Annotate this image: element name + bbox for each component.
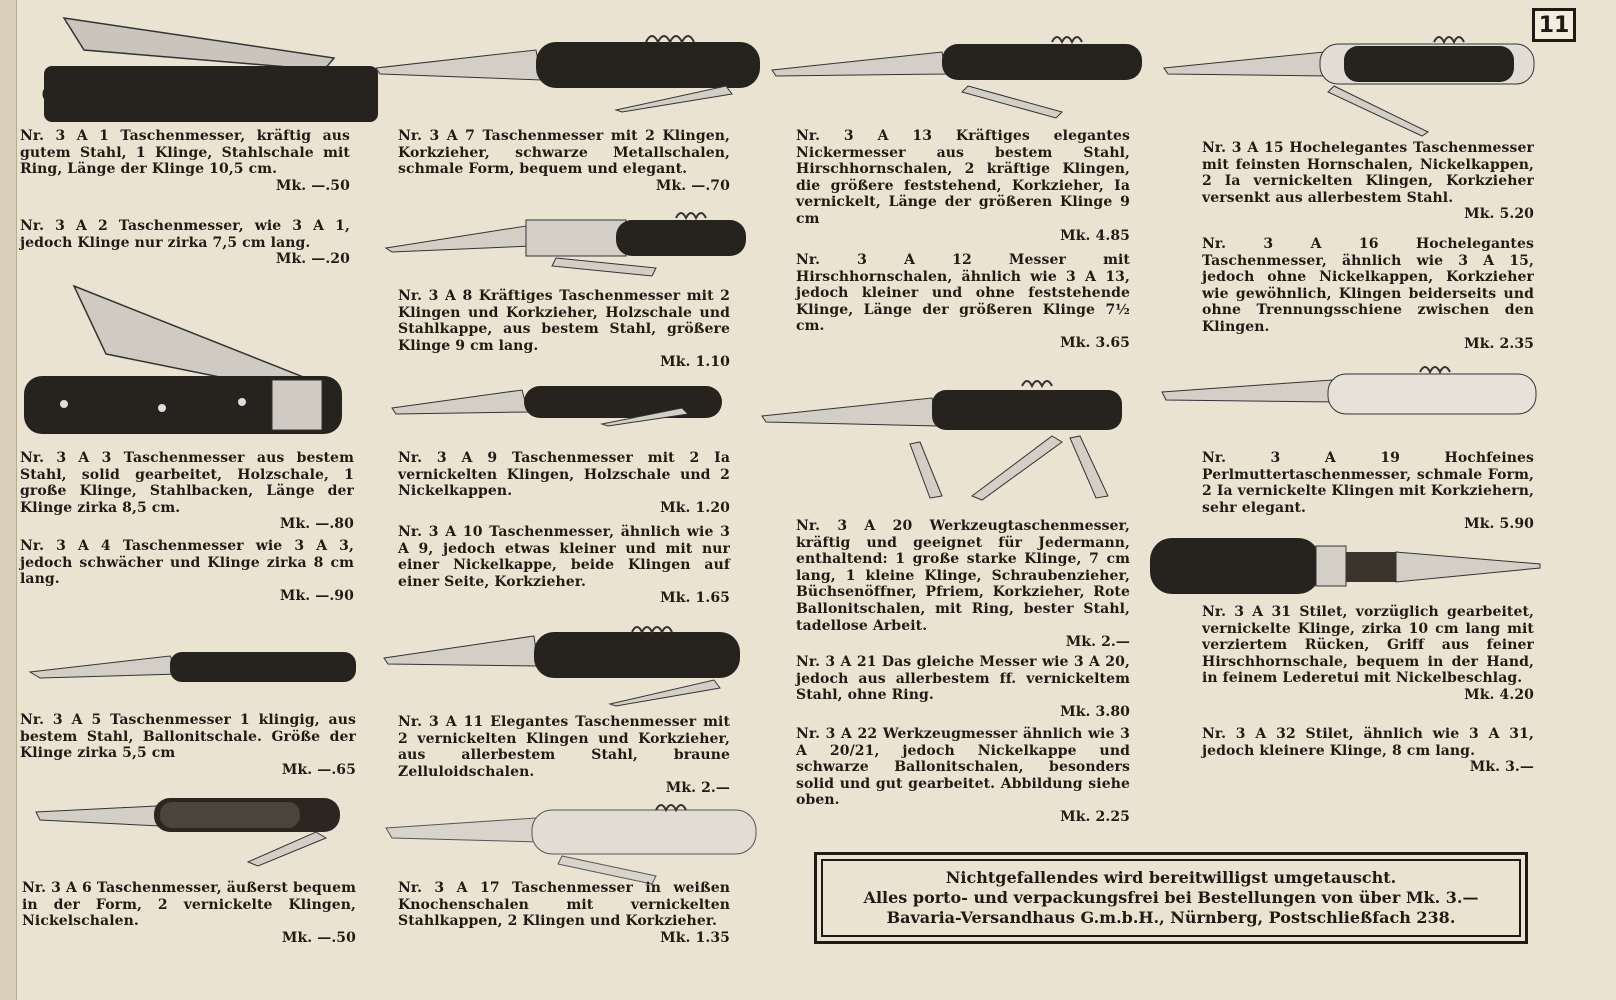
item-description: wie 3 A 3, jedoch schwächer und Klinge zirka 8 cm lang. [20, 538, 354, 588]
item-price: Mk. 3.80 [1060, 703, 1130, 720]
exchange-notice-box [814, 852, 1528, 944]
item-price: Mk. —.65 [281, 761, 356, 778]
catalog-item-3a6 [22, 880, 356, 946]
item-price: Mk. 1.20 [660, 499, 730, 516]
catalog-item-3a4 [20, 538, 354, 604]
item-title: Taschenmesser [123, 450, 245, 466]
item-description: ähnlich wie 3 A 15, jedoch ohne Nickelkappen, Korkzieher wie gewöhnlich, Klingen beiderseits und ohne Trennungsschiene zwischen den Klingen. [1202, 252, 1534, 335]
item-price: Mk. 1.10 [660, 354, 730, 371]
item-title: Kräftiges Taschenmesser [478, 288, 681, 304]
knife-illustration-3a19 [1162, 356, 1536, 424]
item-number: Nr. 3 A 21 [796, 654, 877, 670]
item-description: schmale Form, 2 Ia vernickelte Klingen mit Korkziehern, sehr elegant. [1202, 466, 1534, 516]
notice-line-shipping: Alles porto- und verpackungsfrei bei Bestellungen von über Mk. 3.— [863, 888, 1479, 907]
item-description: 1 klingig, aus bestem Stahl, Ballonitschale. Größe der Klinge zirka 5,5 cm [20, 712, 356, 762]
item-title: Messer [1008, 252, 1066, 268]
item-price: Mk. 3.65 [1060, 334, 1130, 351]
item-title: Taschenmesser [512, 880, 633, 896]
item-price: Mk. 4.85 [1060, 227, 1130, 244]
item-description: äußerst bequem in der Form, 2 vernickelte Klingen, Nickelschalen. [22, 880, 356, 930]
item-number: Nr. 3 A 20 [796, 518, 913, 534]
item-number: Nr. 3 A 31 [1202, 604, 1292, 620]
item-description: aus bestem Stahl, Hirschhornschalen, 2 kräftige Klingen, die größere feststehend, Korkzieher, Ia vernickelt, Länge der größeren Klinge 9 cm [796, 144, 1130, 227]
item-price: Mk. —.70 [655, 177, 730, 194]
item-description: vorzüglich gearbeitet, vernickelte Klinge, zirka 10 cm lang mit verziertem Rücken, Griff aus feiner Hirschhornschale, bequem in der Hand, in feinem Lederetui mit Nickelbeschlag. [1202, 604, 1534, 687]
item-number: Nr. 3 A 15 [1202, 140, 1284, 156]
item-title: Das gleiche Messer [881, 654, 1037, 670]
item-price: Mk. —.50 [281, 929, 356, 946]
knife-illustration-3a31 [1150, 528, 1540, 602]
catalog-item-3a20 [796, 518, 1130, 651]
item-price: Mk. 5.20 [1464, 206, 1534, 223]
notice-line-exchange: Nichtgefallendes wird bereitwilligst umgetauscht. [945, 868, 1397, 887]
item-title: Taschenmesser, [489, 524, 615, 540]
item-number: Nr. 3 A 1 [20, 128, 109, 144]
catalog-item-3a2 [20, 218, 350, 268]
knife-illustration-3a8 [386, 196, 746, 278]
item-description: mit 2 Klingen, Korkzieher, schwarze Metallschalen, schmale Form, bequem und elegant. [398, 128, 730, 178]
knife-illustration-3a20 [762, 346, 1142, 502]
item-price: Mk. 2.35 [1464, 335, 1534, 352]
knife-illustration-3a17 [386, 800, 756, 884]
knife-illustration-3a3 [22, 284, 342, 436]
item-number: Nr. 3 A 7 [398, 128, 476, 144]
item-number: Nr. 3 A 5 [20, 712, 102, 728]
item-number: Nr. 3 A 22 [796, 726, 878, 742]
catalog-item-3a21 [796, 654, 1130, 720]
item-price: Mk. 5.90 [1464, 516, 1534, 533]
item-title: Werkzeugtaschenmesser, [929, 518, 1130, 534]
item-number: Nr. 3 A 9 [398, 450, 498, 466]
item-description: ähnlich wie 3 A 9, jedoch etwas kleiner und mit nur einer Nickelkappe, beide Klingen auf einer Seite, Korkzieher. [398, 524, 730, 590]
item-title: Stilet, [1299, 604, 1348, 620]
item-number: Nr. 3 A 12 [796, 252, 972, 268]
item-description: kräftig und geeignet für Jedermann, enthaltend: 1 große starke Klinge, 7 cm lang, 1 kleine Klinge, Schraubenzieher, Büchsenöffner, Pfriem, Korkzieher, Rote Ballonitschalen, mit Ring, bester Stahl, tadellose Arbeit. [796, 534, 1130, 634]
item-title: Elegantes Taschenmesser [490, 714, 697, 730]
item-title: Taschenmesser, [96, 880, 222, 896]
item-price: Mk. —.90 [279, 587, 354, 604]
catalog-item-3a7 [398, 128, 730, 194]
catalog-item-3a12 [796, 252, 1130, 352]
item-number: Nr. 3 A 2 [20, 218, 108, 234]
item-description: wie 3 A 20, jedoch aus allerbestem ff. vernickeltem Stahl, ohne Ring. [796, 654, 1130, 704]
item-title: Taschenmesser [122, 538, 244, 554]
notice-line-company: Bavaria-Versandhaus G.m.b.H., Nürnberg, Postschließfach 238. [886, 908, 1456, 927]
item-number: Nr. 3 A 11 [398, 714, 484, 730]
catalog-item-3a5 [20, 712, 356, 778]
item-description: ähnlich wie 3 A 31, jedoch kleinere Klinge, 8 cm lang. [1202, 726, 1534, 759]
item-price: Mk. 2.— [665, 780, 730, 797]
catalog-item-3a1 [20, 128, 350, 194]
catalog-item-3a9 [398, 450, 730, 516]
catalog-item-3a15 [1202, 140, 1534, 223]
item-number: Nr. 3 A 19 [1202, 450, 1401, 466]
catalog-item-3a16 [1202, 236, 1534, 352]
knife-illustration-3a1 [24, 10, 354, 116]
item-description: mit 2 Klingen und Korkzieher, Holzschale und Stahlkappe, aus bestem Stahl, größere Klinge 9 cm lang. [398, 288, 731, 354]
item-number: Nr. 3 A 6 [22, 880, 92, 896]
item-title: Stilet, [1305, 726, 1354, 742]
catalog-item-3a3 [20, 450, 354, 533]
knife-illustration-3a6 [36, 796, 346, 866]
item-description: mit 2 Ia vernickelten Klingen, Holzschale und 2 Nickelkappen. [398, 450, 730, 500]
catalog-item-3a10 [398, 524, 730, 607]
catalog-item-3a22 [796, 726, 1130, 826]
knife-illustration-3a11 [384, 610, 740, 706]
item-description: kräftig aus gutem Stahl, 1 Klinge, Stahlschale mit Ring, Länge der Klinge 10,5 cm. [20, 128, 351, 178]
item-price: Mk. —.20 [275, 251, 350, 268]
knife-illustration-3a15 [1164, 16, 1534, 136]
item-title: Taschenmesser [110, 712, 232, 728]
catalog-item-3a11 [398, 714, 730, 797]
item-title: Kräftiges elegantes Nickermesser [796, 128, 1130, 161]
catalog-item-3a8 [398, 288, 730, 371]
knife-illustration-3a13 [772, 28, 1142, 118]
catalog-item-3a19 [1202, 450, 1534, 533]
item-description: mit feinsten Hornschalen, Nickelkappen, 2 Ia vernickelten Klingen, Korkzieher versenkt aus allerbestem Stahl. [1202, 156, 1534, 206]
catalog-item-3a13 [796, 128, 1130, 244]
item-title: Taschenmesser, [120, 128, 246, 144]
catalog-item-3a32 [1202, 726, 1534, 776]
item-title: Taschenmesser, [118, 218, 244, 234]
item-number: Nr. 3 A 32 [1202, 726, 1296, 742]
item-number: Nr. 3 A 16 [1202, 236, 1379, 252]
item-title: Werkzeugmesser [882, 726, 1018, 742]
knife-illustration-3a9 [392, 378, 722, 426]
item-price: Mk. —.80 [279, 516, 354, 533]
item-title: Hochelegantes Taschenmesser [1289, 140, 1534, 156]
page-edge [0, 0, 17, 1000]
item-title: Hochelegantes Taschenmesser, [1202, 236, 1534, 269]
catalog-item-3a17 [398, 880, 730, 946]
item-price: Mk. 1.35 [660, 929, 730, 946]
item-price: Mk. 2.25 [1060, 808, 1130, 825]
item-description: mit Hirschhornschalen, ähnlich wie 3 A 13, jedoch kleiner und ohne feststehende Klinge, Länge der größeren Klinge 7½ cm. [796, 252, 1130, 335]
page-number: 11 [1532, 8, 1576, 42]
item-description: mit 2 vernickelten Klingen und Korkzieher, aus allerbestem Stahl, braune Zelluloidschalen. [398, 714, 731, 780]
item-description: wie 3 A 1, jedoch Klinge nur zirka 7,5 cm lang. [20, 218, 350, 251]
item-price: Mk. 1.65 [660, 590, 730, 607]
item-price: Mk. —.50 [275, 177, 350, 194]
item-price: Mk. 2.— [1065, 634, 1130, 651]
knife-illustration-3a5 [30, 646, 356, 686]
item-description: aus bestem Stahl, solid gearbeitet, Holzschale, 1 große Klinge, Stahlbacken, Länge der Klinge zirka 8,5 cm. [20, 450, 354, 516]
item-title: Taschenmesser [512, 450, 633, 466]
item-number: Nr. 3 A 3 [20, 450, 112, 466]
notice-inner-frame [821, 859, 1521, 937]
item-price: Mk. 4.20 [1464, 686, 1534, 703]
item-price: Mk. 3.— [1469, 759, 1534, 776]
item-title: Taschenmesser [482, 128, 604, 144]
knife-illustration-3a7 [376, 30, 760, 112]
catalog-item-3a31 [1202, 604, 1534, 704]
item-title: Hochfeines Perlmuttertaschenmesser, [1202, 450, 1534, 483]
item-number: Nr. 3 A 13 [796, 128, 933, 144]
item-number: Nr. 3 A 8 [398, 288, 473, 304]
item-number: Nr. 3 A 10 [398, 524, 483, 540]
item-description: ähnlich wie 3 A 20/21, jedoch Nickelkappe und schwarze Ballonitschalen, besonders solid und gut gearbeitet. Abbildung siehe oben. [796, 726, 1130, 809]
item-number: Nr. 3 A 4 [20, 538, 111, 554]
item-description: in weißen Knochenschalen mit vernickelten Stahlkappen, 2 Klingen und Korkzieher. [398, 880, 730, 930]
item-number: Nr. 3 A 17 [398, 880, 500, 896]
